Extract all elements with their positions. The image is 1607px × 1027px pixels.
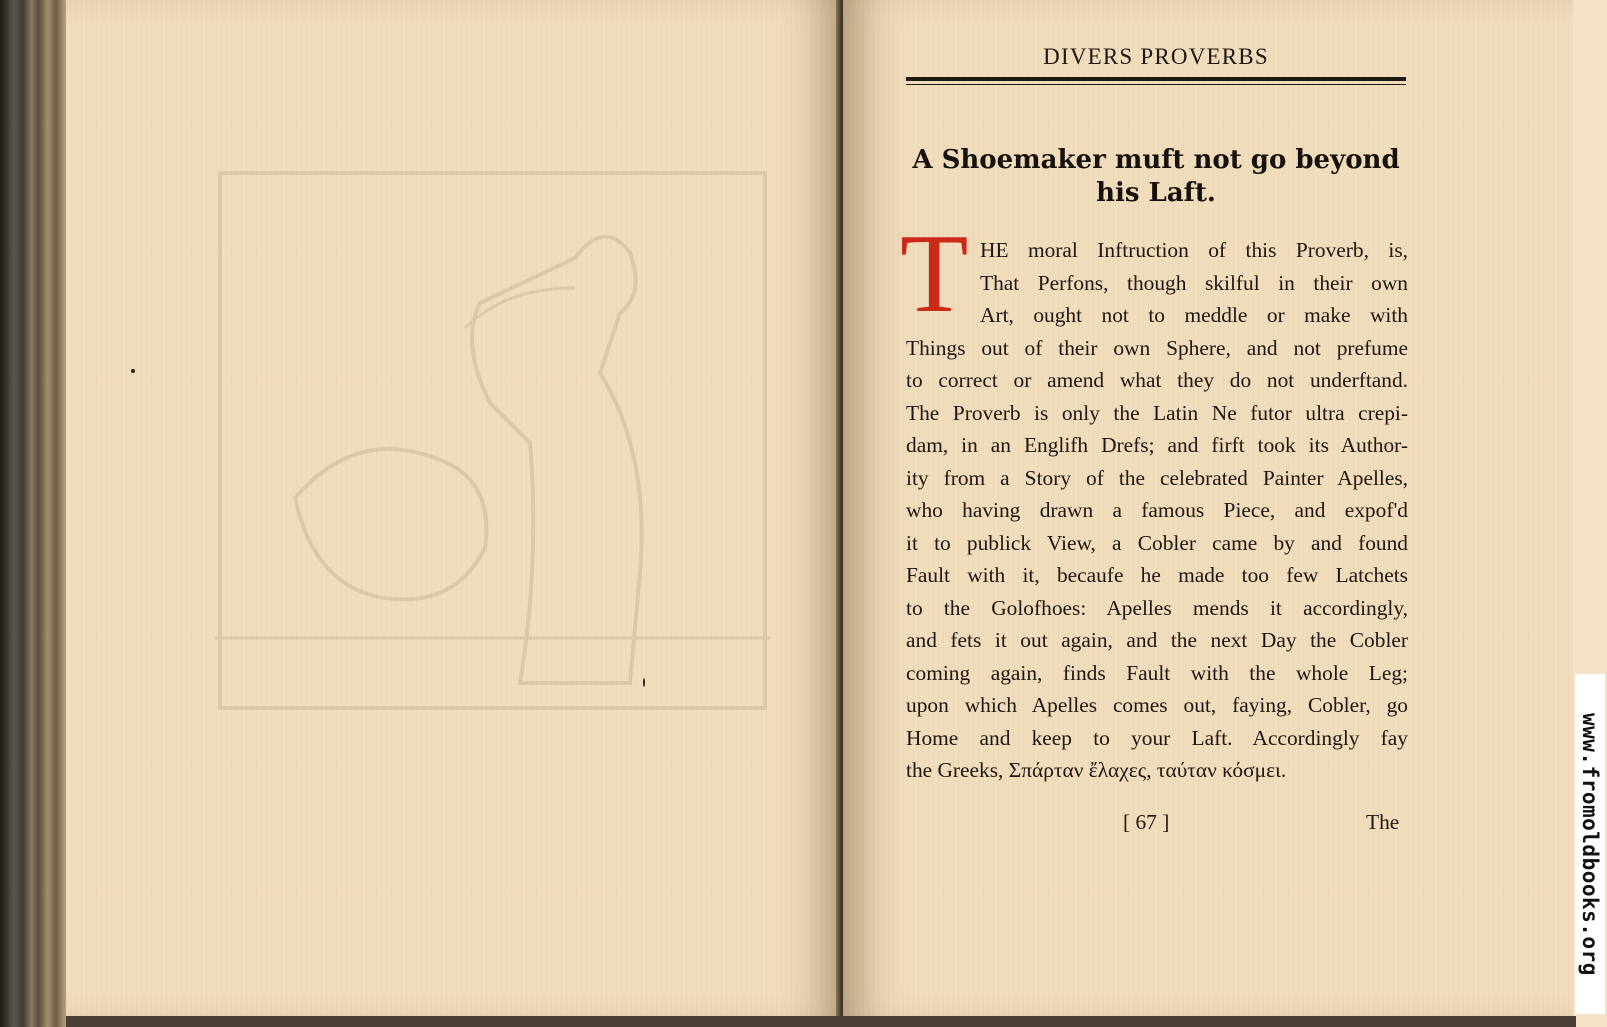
page-number: [ 67 ] — [1123, 810, 1170, 834]
text-line: ity from a Story of the celebrated Painter Apelles, — [906, 465, 1408, 490]
text-line: Home and keep to your Laft. Accordingly fay — [906, 725, 1408, 750]
text-line: and fets it out again, and the next Day the Cobler — [906, 628, 1408, 652]
text-line: Art, ought not to meddle or make with — [980, 303, 1408, 327]
text-line: The Proverb is only the Latin Ne futor ultra crepi- — [906, 400, 1408, 425]
running-head: DIVERS PROVERBS — [1043, 44, 1269, 69]
paper-speck — [131, 369, 135, 373]
text-line: the Greeks, Σπάρταν ἔλαχες, ταύταν κόσμει. — [906, 758, 1287, 782]
title-line: A Shoemaker muft not go beyond — [912, 145, 1400, 175]
text-line: That Perfons, though skilful in their own — [980, 270, 1408, 295]
text-line: who having drawn a famous Piece, and expof'd — [906, 498, 1408, 522]
body-text — [906, 234, 1408, 787]
proverb-title — [906, 144, 1406, 210]
text-line: coming again, finds Fault with the whole Leg; — [906, 660, 1408, 685]
book-page-edges — [0, 0, 70, 1027]
text-line: to the Golofhoes: Apelles mends it accordingly, — [906, 595, 1408, 620]
watermark: www.fromoldbooks.org — [1575, 674, 1605, 1014]
show-through-illustration — [215, 168, 770, 713]
catchword: The — [1366, 810, 1400, 834]
paper-speck — [643, 678, 645, 687]
text-line: it to publick View, a Cobler came by and found — [906, 530, 1408, 555]
book-bottom-edge — [66, 1016, 1576, 1027]
text-line: upon which Apelles comes out, faying, Cobler, go — [906, 693, 1408, 717]
text-line: dam, in an Englifh Drefs; and firft took its Author- — [906, 433, 1408, 457]
head-rule-thick — [906, 77, 1406, 81]
text-line: HE moral Inftruction of this Proverb, is, — [980, 238, 1408, 262]
text-line: to correct or amend what they do not underftand. — [906, 368, 1408, 392]
head-rule-thin — [906, 84, 1406, 85]
drop-cap: T — [900, 212, 969, 336]
text-line: Fault with it, becaufe he made too few Latchets — [906, 563, 1408, 587]
text-line: Things out of their own Sphere, and not prefume — [906, 335, 1408, 360]
title-line: his Laft. — [1096, 178, 1216, 208]
